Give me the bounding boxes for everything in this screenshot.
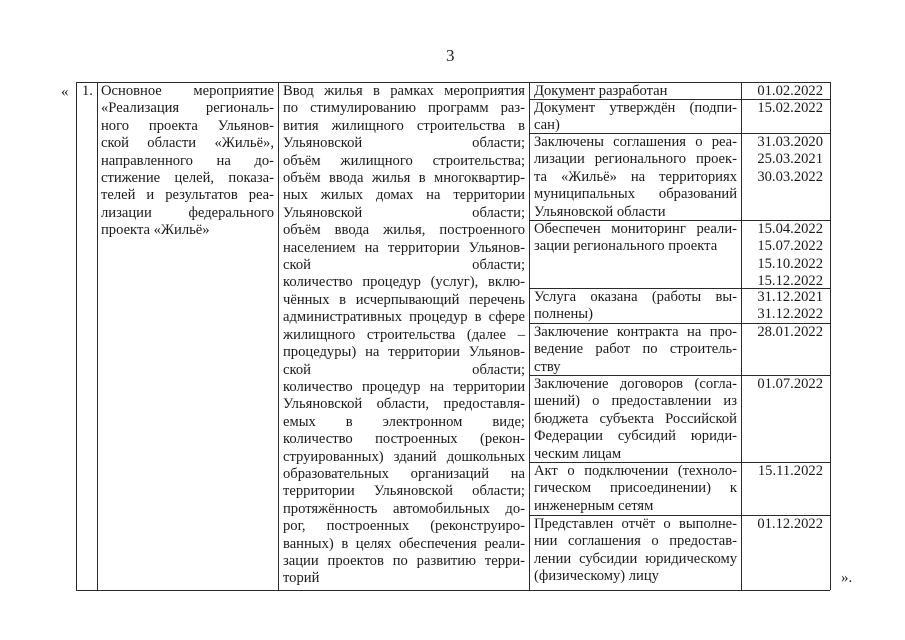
text-line: Ввод жилья в рамках мероприятия <box>283 83 525 99</box>
event-description <box>101 83 274 240</box>
milestone-date: 15.10.2022 <box>757 255 823 272</box>
text-line: стижение целей, показа- <box>101 170 274 187</box>
milestone-date: 01.07.2022 <box>757 376 823 392</box>
milestone-date: 31.12.2022 <box>757 306 823 323</box>
text-line: емых в электронном виде; <box>283 413 525 430</box>
text-line: Документ утверждён (подпи- <box>534 100 737 116</box>
milestone-date: 01.02.2022 <box>757 83 823 99</box>
milestone-dates <box>745 324 823 341</box>
text-line: по стимулированию программ раз- <box>283 100 525 117</box>
text-line: нии соглашения о предостав- <box>534 533 737 550</box>
text-line: количество процедур на территории <box>283 378 525 395</box>
text-line: ской области; <box>283 257 525 274</box>
milestone-date: 31.12.2021 <box>757 289 823 305</box>
text-line: лизации федерального <box>101 204 274 221</box>
milestone-dates <box>745 221 823 291</box>
milestone-date: 31.03.2020 <box>757 134 823 150</box>
text-line: проекта «Жильё» <box>101 222 210 239</box>
milestone-result <box>534 100 737 135</box>
row-number: 1. <box>82 83 93 99</box>
text-line: «Реализация региональ- <box>101 100 274 117</box>
text-line: населением на территории Ульянов- <box>283 239 525 256</box>
milestone-date: 15.07.2022 <box>757 238 823 255</box>
text-line: телей и результатов реа- <box>101 187 274 204</box>
text-line: Акт о подключении (техноло- <box>534 463 737 479</box>
text-line: Федерации субсидий юриди- <box>534 428 737 445</box>
text-line: лизации регионального проек- <box>534 151 737 168</box>
text-line: объём жилищного строительства; <box>283 152 525 169</box>
text-line: гическом присоединении) к <box>534 480 737 497</box>
text-line: (физическому) лицу <box>534 568 659 585</box>
table-border-bottom <box>76 590 830 591</box>
column-divider <box>741 82 742 590</box>
text-line: жилищного строительства (далее – <box>283 326 525 343</box>
text-line: ванных) в целях обеспечения реали- <box>283 535 525 552</box>
text-line: протяжённость автомобильных до- <box>283 500 525 517</box>
text-line: Ульяновской области, предоставля- <box>283 396 525 413</box>
text-line: рог, построенных (реконструиро- <box>283 518 525 535</box>
milestone-dates <box>745 516 823 533</box>
text-line: процедуры) на территории Ульянов- <box>283 344 525 361</box>
milestone-date: 15.02.2022 <box>757 100 823 116</box>
text-line: Представлен отчёт о выполне- <box>534 516 737 532</box>
milestone-result <box>534 516 737 586</box>
milestone-date: 01.12.2022 <box>757 516 823 532</box>
milestone-result <box>534 83 737 100</box>
text-line: муниципальных образований <box>534 186 737 203</box>
text-line: образовательных организаций на <box>283 465 525 482</box>
text-line: Ульяновской области <box>534 203 666 220</box>
text-line: зации регионального проекта <box>534 238 718 255</box>
milestone-result <box>534 221 737 256</box>
milestone-result <box>534 463 737 515</box>
milestone-dates <box>745 83 823 100</box>
milestone-result <box>534 324 737 376</box>
text-line: зации проектов по развитию терри- <box>283 552 525 569</box>
page-number: 3 <box>446 46 455 65</box>
milestone-dates <box>745 134 823 186</box>
text-line: Ульяновской области; <box>283 135 525 152</box>
text-line: Обеспечен мониторинг реали- <box>534 221 737 237</box>
text-line: Заключение контракта на про- <box>534 324 737 340</box>
text-line: ных жилых домах на территории <box>283 187 525 204</box>
column-divider <box>529 82 530 590</box>
text-line: ской области «Жильё», <box>101 135 274 152</box>
text-line: ству <box>534 358 561 375</box>
milestone-date: 25.03.2021 <box>757 151 823 168</box>
text-line: Основное мероприятие <box>101 83 274 99</box>
text-line: направленного на до- <box>101 152 274 169</box>
text-line: ческим лицам <box>534 445 622 462</box>
text-line: Заключение договоров (согла- <box>534 376 737 392</box>
text-line: территории Ульяновской области; <box>283 483 525 500</box>
milestone-result <box>534 376 737 463</box>
milestone-dates <box>745 463 823 480</box>
text-line: Услуга оказана (работы вы- <box>534 289 737 305</box>
table-border-right <box>830 82 831 590</box>
text-line: количество построенных (рекон- <box>283 431 525 448</box>
text-line: сан) <box>534 117 560 134</box>
closing-quote: ». <box>841 570 853 586</box>
column-divider <box>97 82 98 590</box>
text-line: объём ввода жилья в многоквартир- <box>283 170 525 187</box>
indicators-description <box>283 83 525 588</box>
text-line: ской области; <box>283 361 525 378</box>
milestone-dates <box>745 289 823 324</box>
opening-quote: « <box>61 84 69 100</box>
text-line: чённых в исчерпывающий перечень <box>283 291 525 308</box>
text-line: вития жилищного строительства в <box>283 117 525 134</box>
text-line: инженерным сетям <box>534 497 654 514</box>
text-line: объём ввода жилья, построенного <box>283 222 525 239</box>
text-line: бюджета субъекта Российской <box>534 410 737 427</box>
text-line: количество процедур (услуг), вклю- <box>283 274 525 291</box>
text-line: полнены) <box>534 306 593 323</box>
milestone-date: 15.04.2022 <box>757 221 823 237</box>
milestone-result <box>534 289 737 324</box>
text-line: Документ разработан <box>534 83 668 99</box>
text-line: ного проекта Ульянов- <box>101 117 274 134</box>
milestone-date: 15.11.2022 <box>757 463 823 479</box>
column-divider <box>278 82 279 590</box>
milestone-dates <box>745 376 823 393</box>
text-line: лении субсидии юридическому <box>534 550 737 567</box>
text-line: шений) о предоставлении из <box>534 393 737 410</box>
text-line: административных процедур в сфере <box>283 309 525 326</box>
text-line: ведение работ по строитель- <box>534 341 737 358</box>
milestone-date: 15.12.2022 <box>757 273 823 290</box>
milestone-date: 28.01.2022 <box>757 324 823 340</box>
text-line: торий <box>283 570 320 587</box>
text-line: струированных) зданий дошкольных <box>283 448 525 465</box>
milestone-result <box>534 134 737 221</box>
table-border-left <box>76 82 77 590</box>
text-line: Заключены соглашения о реа- <box>534 134 737 150</box>
milestone-dates <box>745 100 823 117</box>
milestone-date: 30.03.2022 <box>757 168 823 185</box>
text-line: Ульяновской области; <box>283 204 525 221</box>
text-line: та «Жильё» на территориях <box>534 168 737 185</box>
